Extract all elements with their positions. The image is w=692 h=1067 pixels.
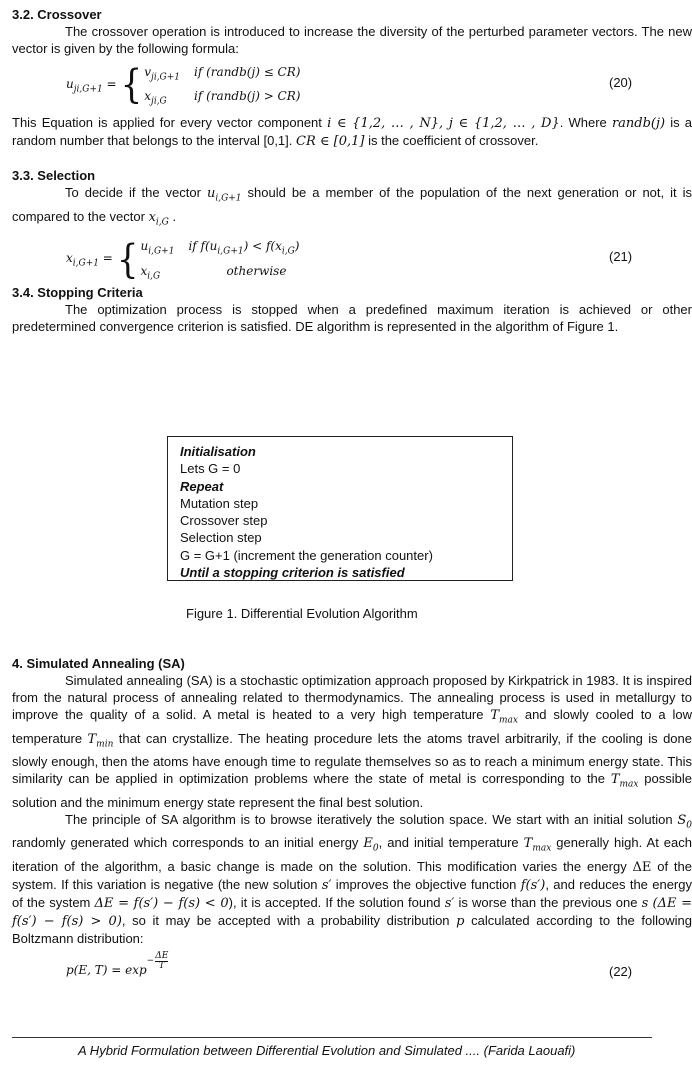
stopping-criteria-paragraph: The optimization process is stopped when a predefined maximum iteration is achieved or other predetermined convergence criterion is satisfied. DE algorithm is represented in the algorithm of Figure 1. xyxy=(12,302,692,335)
figure-caption: Figure 1. Differential Evolution Algorithm xyxy=(186,606,418,621)
crossover-paragraph: The crossover operation is introduced to increase the diversity of the perturbed parameter vectors. The new vector is given by the following formula: xyxy=(12,24,692,56)
section-heading-stopping-criteria: 3.4. Stopping Criteria xyxy=(12,285,143,301)
crossover-explanation: This Equation is applied for every vector component i ∈ {1,2, … , N}, j ∈ {1,2, … , D}. Where randb(j) is a random number that belongs to the interval [0,1]. CR ∈ [0,1] is the coefficient of crossover. xyxy=(12,115,692,149)
algorithm-line: Selection step xyxy=(180,530,262,546)
sa-paragraph-1: Simulated annealing (SA) is a stochastic optimization approach proposed by Kirkpatrick in 1983. It is inspired from the natural process of annealing related to thermodynamics. The annealing process is used in metallurgy to improve the quality of a solid. A metal is heated to a very high temperature $T_{max}$ and slowly cooled to a low temperature $T_{min}$ that can crystallize. The heating procedure lets the atoms travel arbitrarily, if the cooling is done slowly enough, then the atoms have enough time to regulate themselves so as to reach a minimum energy state. This similarity can be applied in optimization problems where the state of metal is corresponding to the $T_{max}$ possible solution and the minimum energy state represent the final best solution. xyxy=(12,673,692,810)
paper-page xyxy=(12,6,692,335)
equation-22: p(E, T) = exp − $\frac{\Delta E}{T}$ (22) xyxy=(66,950,633,979)
algorithm-line: G = G+1 (increment the generation counter) xyxy=(180,547,433,563)
running-footer: A Hybrid Formulation between Differential Evolution and Simulated .... (Farida Laouafi) xyxy=(78,1043,576,1058)
selection-paragraph: To decide if the vector $u_{i,G+1}$ should be a member of the population of the next generation or not, it is compared to the vector $x_{i,G}$ . xyxy=(12,185,692,228)
algorithm-line: Lets G = 0 xyxy=(180,461,241,477)
equation-number-22: (22) xyxy=(609,963,633,979)
algorithm-line: Initialisation xyxy=(180,444,256,459)
equation-number-21: (21) xyxy=(609,249,633,265)
sa-paragraph-2: The principle of SA algorithm is to browse iteratively the solution space. We start with an initial solution $S_0$ randomly generated which corresponds to an initial energy $E_0$, and initial temperature $T_{max}$ generally high. At each iteration of the algorithm, a basic change is made on the solution. This modification varies the energy ΔE of the system. If this variation is negative (the new solution s′ improves the objective function f(s′), and reduces the energy of the system ΔE = f(s′) − f(s) < 0), it is accepted. If the solution found s′ is worse than the previous one s (ΔE = f(s′) − f(s) > 0), so it may be accepted with a probability distribution p calculated according to the following Boltzmann distribution: xyxy=(12,811,692,946)
algorithm-box xyxy=(167,436,513,581)
section-heading-selection: 3.3. Selection xyxy=(12,168,96,183)
section-4 xyxy=(12,655,692,993)
equation-number-20: (20) xyxy=(609,75,633,90)
equation-21: $x_{i,G+1}$ = { $u_{i,G+1}$ if $f(u_{i,G+1}) < f(x_{i,G})$ $x_{i,G}$ otherwise (21) xyxy=(66,236,633,283)
section-heading-simulated-annealing: 4. Simulated Annealing (SA) xyxy=(12,656,185,671)
algorithm-line: Repeat xyxy=(180,478,224,494)
algorithm-line: Mutation step xyxy=(180,495,259,511)
algorithm-line: Until a stopping criterion is satisfied xyxy=(180,565,405,581)
algorithm-line: Crossover step xyxy=(180,513,268,529)
footer-divider xyxy=(12,1037,652,1038)
equation-20: $u_{ji,G+1}$ = { $v_{ji,G+1}$ if (randb(j) ≤ CR) $x_{ji,G}$ if (randb(j) > CR) (20) xyxy=(66,62,633,109)
section-heading-crossover: 3.2. Crossover xyxy=(12,7,102,22)
